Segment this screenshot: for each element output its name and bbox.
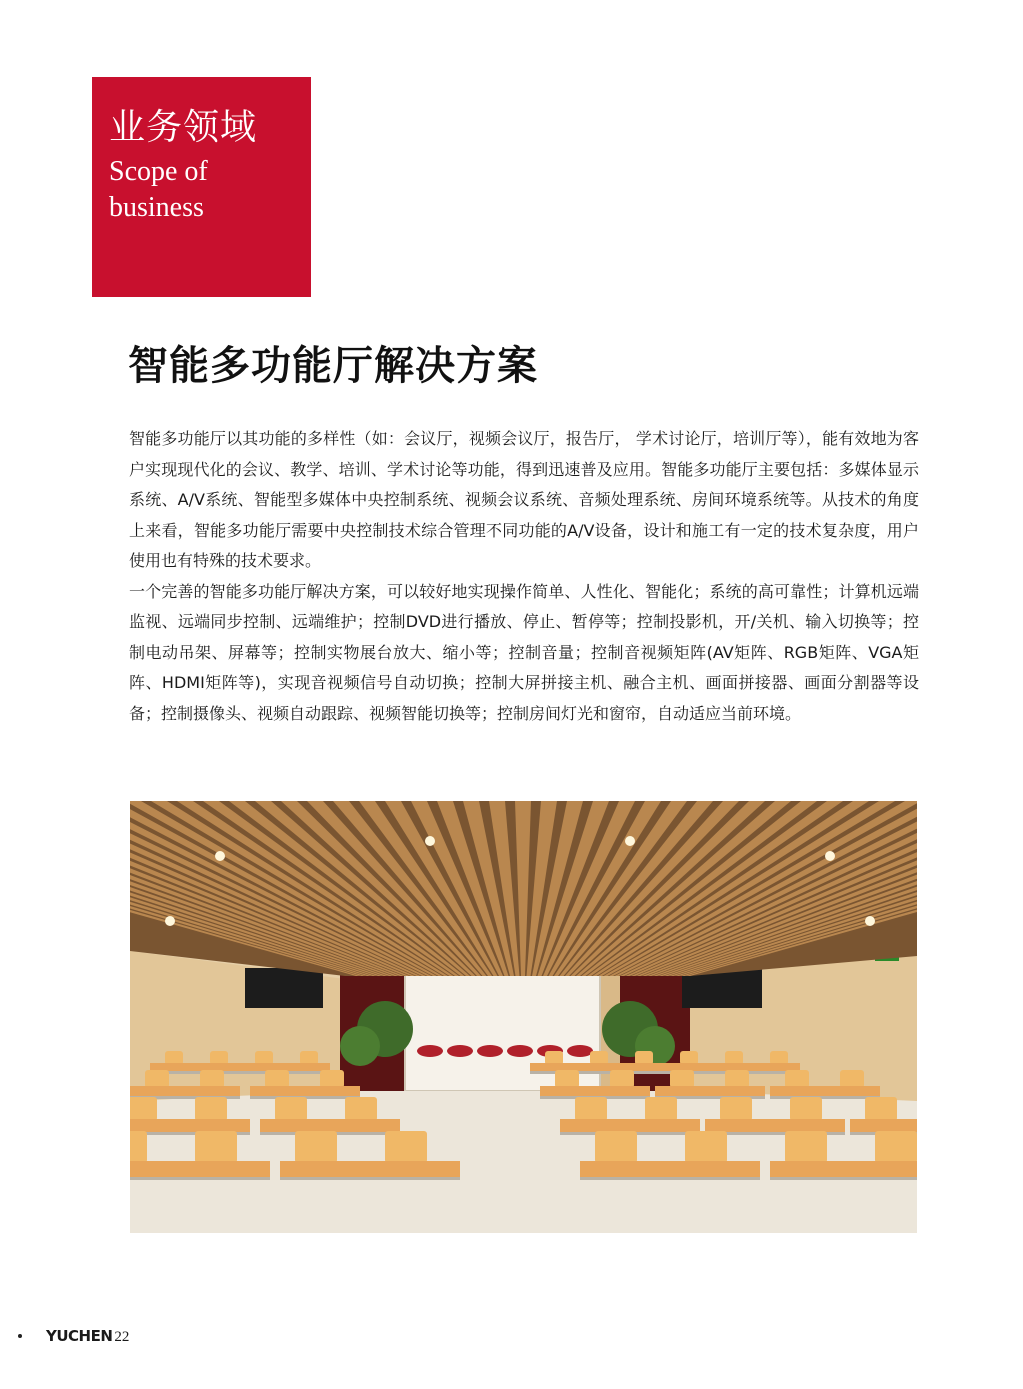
chair (130, 1097, 157, 1121)
chair (685, 1131, 727, 1163)
chair (210, 1051, 228, 1065)
chair (275, 1097, 307, 1121)
chair (575, 1097, 607, 1121)
flower-pot (507, 1045, 533, 1057)
table-leg (770, 1177, 917, 1180)
chair (320, 1070, 344, 1088)
table (770, 1086, 880, 1096)
section-header-box (92, 77, 311, 297)
table (530, 1063, 620, 1071)
table-leg (280, 1177, 460, 1180)
chair (840, 1070, 864, 1088)
chair (200, 1070, 224, 1088)
chair (195, 1131, 237, 1163)
chair (725, 1070, 749, 1088)
chair (875, 1131, 917, 1163)
section-title-en: Scope of business (109, 156, 208, 223)
chair (255, 1051, 273, 1065)
article-paragraph-2: 一个完善的智能多功能厅解决方案，可以较好地实现操作简单、人性化、智能化；系统的高可靠性；计算机远端监视、远端同步控制、远端维护；控制DVD进行播放、停止、暂停等；控制投影机，开/关机、输入切换等；控制电动吊架、屏幕等；控制实物展台放大、缩小等；控制音量；控制音视频矩阵(AV矩阵、RGB矩阵、VGA矩阵、HDMI矩阵等)，实现音视频信号自动切换；控制大屏拼接主机、融合主机、画面拼接器、画面分割器等设备；控制摄像头、视频自动跟踪、视频智能切换等；控制房间灯光和窗帘，自动适应当前环境。 (129, 581, 919, 723)
chair (555, 1070, 579, 1088)
table (250, 1086, 360, 1096)
section-title-cn: 业务领域 (109, 107, 258, 148)
table (130, 1119, 250, 1132)
article-heading: 智能多功能厅解决方案 (128, 343, 538, 389)
table (560, 1119, 700, 1132)
table (580, 1161, 760, 1177)
chair (295, 1131, 337, 1163)
footer-bullet (18, 1334, 22, 1338)
table (130, 1086, 240, 1096)
article-paragraph-1: 智能多功能厅以其功能的多样性（如：会议厅，视频会议厅，报告厅， 学术讨论厅，培训厅等），能有效地为客户实现现代化的会议、教学、培训、学术讨论等功能，得到迅速普及应用。智能多功能厅主要包括：多媒体显示系统、A/V系统、智能型多媒体中央控制系统、视频会议系统、音频处理系统、房间环境系统等。从技术的角度上来看，智能多功能厅需要中央控制技术综合管理不同功能的A/V设备，设计和施工有一定的技术复杂度，用户使用也有特殊的技术要求。 (129, 429, 919, 570)
chair (785, 1131, 827, 1163)
chair (770, 1051, 788, 1065)
chair (645, 1097, 677, 1121)
flower-pot (417, 1045, 443, 1057)
table (620, 1063, 710, 1071)
chair (865, 1097, 897, 1121)
table (540, 1086, 650, 1096)
ceiling-light (625, 836, 635, 846)
article-body (129, 424, 919, 729)
footer-brand-logo: YUCHEN (46, 1327, 113, 1345)
chair (165, 1051, 183, 1065)
table (130, 1161, 270, 1177)
chair (720, 1097, 752, 1121)
chair (635, 1051, 653, 1065)
ceiling-light (865, 916, 875, 926)
table (260, 1119, 400, 1132)
page-footer (46, 1326, 129, 1347)
table-leg (130, 1177, 270, 1180)
ceiling-light (825, 851, 835, 861)
chair (345, 1097, 377, 1121)
ceiling-light (165, 916, 175, 926)
hall-photo (130, 801, 917, 1233)
table (150, 1063, 240, 1071)
table (240, 1063, 330, 1071)
chair (590, 1051, 608, 1065)
chair (195, 1097, 227, 1121)
ceiling-light (215, 851, 225, 861)
chair (680, 1051, 698, 1065)
chair (785, 1070, 809, 1088)
chair (725, 1051, 743, 1065)
chair (610, 1070, 634, 1088)
chair (670, 1070, 694, 1088)
page-number: 22 (114, 1329, 130, 1345)
chair (545, 1051, 563, 1065)
chair (790, 1097, 822, 1121)
table-leg (580, 1177, 760, 1180)
chair (130, 1131, 147, 1163)
table (850, 1119, 917, 1132)
table (770, 1161, 917, 1177)
table (705, 1119, 845, 1132)
chair (265, 1070, 289, 1088)
chair (595, 1131, 637, 1163)
chair (300, 1051, 318, 1065)
flower-pot (567, 1045, 593, 1057)
table (655, 1086, 765, 1096)
table (710, 1063, 800, 1071)
flower-pot (447, 1045, 473, 1057)
chair (385, 1131, 427, 1163)
chair (145, 1070, 169, 1088)
table-leg (770, 1096, 880, 1099)
ceiling-light (425, 836, 435, 846)
table (280, 1161, 460, 1177)
flower-pot (477, 1045, 503, 1057)
